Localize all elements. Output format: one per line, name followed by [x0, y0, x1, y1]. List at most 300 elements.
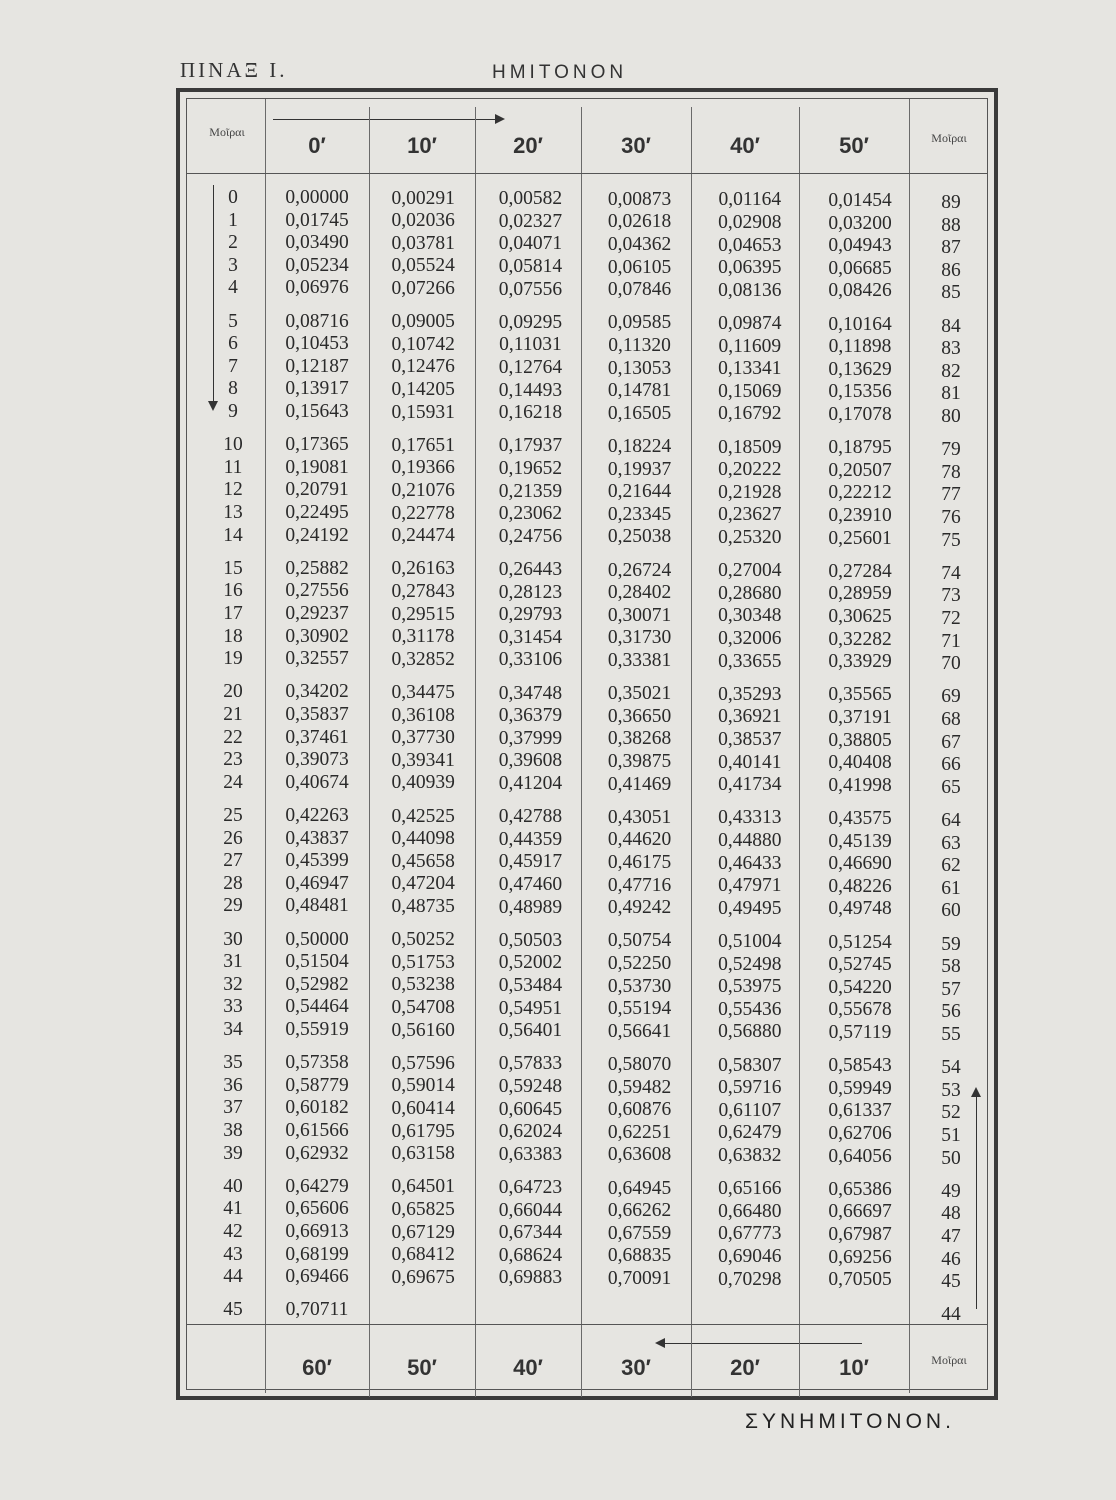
- sine-degree: 41: [223, 1198, 243, 1220]
- sine-degree: 21: [223, 704, 243, 725]
- sine-value-cell: 0,06395: [718, 257, 782, 279]
- sine-value-cell: 0,50503: [498, 929, 563, 951]
- sine-value-cell: 0,14205: [391, 378, 455, 400]
- sine-value-cell: 0,18509: [718, 436, 782, 458]
- sine-value-cell: 0,08426: [828, 280, 892, 302]
- sine-value-cell: 0,29237: [285, 603, 349, 624]
- sine-value-cell: 0,05234: [285, 254, 349, 276]
- sine-value-cell: 0,66480: [718, 1200, 782, 1222]
- table-inner: [186, 98, 988, 1390]
- cosine-degree: 78: [941, 461, 961, 483]
- sine-value-cell: 0,44359: [498, 828, 563, 850]
- sine-degree: 24: [223, 771, 243, 793]
- sine-value-cell: 0,42263: [285, 805, 349, 826]
- sine-value-cell: 0,21076: [391, 479, 455, 501]
- sine-value-cell: 0,53238: [391, 974, 455, 996]
- sine-value-cell: 0,30625: [828, 606, 892, 627]
- sine-value-cell: 0,04943: [828, 235, 892, 257]
- table-row: [187, 771, 987, 798]
- sine-value-cell: 0,12476: [391, 356, 455, 378]
- sine-degree: 32: [223, 973, 243, 995]
- sine-degree: 26: [223, 827, 243, 849]
- sine-value-cell: 0,22778: [391, 502, 455, 524]
- sine-value-cell: 0,55678: [828, 999, 892, 1021]
- sine-degree: 35: [223, 1052, 243, 1074]
- table-row: [187, 1175, 987, 1202]
- sine-value-cell: 0,10164: [828, 313, 892, 335]
- table-row: [187, 872, 987, 899]
- sine-value-cell: 0,39875: [607, 750, 672, 772]
- sine-degree: 11: [223, 456, 243, 478]
- sine-value-cell: 0,65166: [718, 1178, 782, 1200]
- sine-degree: 15: [223, 557, 243, 579]
- table-row: [187, 827, 987, 854]
- sine-value-cell: 0,26443: [498, 558, 563, 580]
- sine-value-cell: 0,60876: [607, 1099, 672, 1121]
- sine-degree: 10: [223, 434, 243, 456]
- sine-value-cell: 0,64279: [285, 1175, 349, 1197]
- sine-value-cell: 0,59949: [828, 1077, 892, 1099]
- cosine-degree: 71: [941, 630, 961, 652]
- sine-value-cell: 0,46175: [607, 851, 672, 873]
- sine-value-cell: 0,55194: [607, 998, 672, 1020]
- cosine-degree: 47: [941, 1226, 961, 1247]
- bottom-minute-header: 50′: [407, 1355, 437, 1380]
- sine-degree: 29: [223, 895, 243, 917]
- cosine-degree: 59: [941, 933, 961, 955]
- cosine-degree: 84: [941, 315, 961, 337]
- cosine-degree: 56: [941, 1001, 961, 1023]
- sine-value-cell: 0,32006: [718, 627, 782, 649]
- sine-value-cell: 0,39073: [285, 749, 349, 771]
- sine-value-cell: 0,27004: [718, 560, 782, 582]
- sine-degree: 34: [223, 1019, 243, 1040]
- sine-value-cell: 0,35837: [285, 704, 349, 725]
- cosine-degree: 87: [941, 237, 961, 259]
- sine-value-cell: 0,27843: [391, 580, 455, 602]
- table-row: [187, 850, 987, 877]
- bottom-minute-header: 30′: [621, 1355, 651, 1380]
- table-row: [187, 973, 987, 1000]
- sine-degree: 23: [223, 749, 243, 771]
- sine-value-cell: 0,37730: [391, 727, 455, 749]
- sine-degree: 25: [223, 805, 243, 826]
- sine-value-cell: 0,42525: [391, 805, 455, 827]
- cosine-degree: 70: [941, 653, 961, 675]
- sine-value-cell: 0,63158: [391, 1143, 455, 1165]
- sine-value-cell: 0,51753: [391, 951, 455, 973]
- table-row: [187, 1120, 987, 1146]
- degree-header-left: Μοῖραι: [209, 125, 245, 139]
- sine-value-cell: 0,45658: [391, 850, 455, 872]
- sine-value-cell: 0,25882: [285, 557, 349, 579]
- sine-value-cell: 0,58543: [828, 1055, 892, 1077]
- sine-value-cell: 0,05814: [498, 255, 563, 277]
- table-row: [187, 805, 987, 831]
- table-row: [187, 254, 987, 281]
- degree-header-right: Μοῖραι: [931, 131, 967, 145]
- sine-value-cell: 0,34475: [391, 681, 455, 703]
- sine-value-cell: 0,70298: [718, 1268, 782, 1290]
- sine-value-cell: 0,31178: [391, 626, 455, 648]
- sine-value-cell: 0,36921: [718, 706, 782, 728]
- table-row: [187, 232, 987, 259]
- sine-degree: 38: [223, 1120, 243, 1141]
- bottom-minute-header: 60′: [302, 1355, 332, 1380]
- top-minute-header: 10′: [407, 133, 437, 158]
- sine-value-cell: 0,56401: [498, 1020, 563, 1042]
- sine-value-cell: 0,49495: [718, 897, 782, 919]
- sine-value-cell: 0,69256: [828, 1246, 892, 1268]
- sine-value-cell: 0,17937: [498, 435, 563, 457]
- cosine-degree: 52: [941, 1102, 961, 1124]
- table-row: [187, 557, 987, 584]
- sine-degree: 45: [223, 1299, 243, 1321]
- table-row: [187, 1019, 987, 1045]
- cosine-degree: 85: [941, 282, 961, 304]
- sine-value-cell: 0,14493: [498, 379, 563, 401]
- sine-value-cell: 0,68835: [607, 1245, 672, 1267]
- sine-value-cell: 0,67987: [828, 1224, 892, 1245]
- sine-degree: 17: [223, 603, 243, 624]
- table-row: [187, 209, 987, 236]
- table-row: [187, 625, 987, 652]
- sine-value-cell: 0,24756: [498, 525, 563, 547]
- sine-value-cell: 0,59716: [718, 1077, 782, 1099]
- sine-value-cell: 0,19652: [498, 457, 563, 479]
- sine-value-cell: 0,37191: [828, 707, 892, 728]
- sine-value-cell: 0,51254: [828, 931, 892, 953]
- sine-value-cell: 0,45399: [285, 850, 349, 872]
- values-grid: [187, 187, 987, 1337]
- sine-value-cell: 0,62251: [607, 1121, 672, 1143]
- cosine-degree: 48: [941, 1203, 961, 1225]
- sine-value-cell: 0,47716: [607, 874, 672, 896]
- sine-value-cell: 0,06685: [828, 257, 892, 279]
- table-row: [187, 333, 987, 360]
- sine-value-cell: 0,41469: [607, 773, 672, 795]
- sine-degree: 22: [223, 726, 243, 748]
- sine-value-cell: 0,53975: [718, 976, 782, 998]
- sine-value-cell: 0,65825: [391, 1198, 455, 1220]
- sine-value-cell: 0,01164: [718, 189, 782, 211]
- sine-value-cell: 0,69675: [391, 1266, 455, 1288]
- sine-value-cell: 0,40408: [828, 752, 892, 774]
- sine-value-cell: 0,55919: [285, 1019, 349, 1040]
- sine-value-cell: 0,50252: [391, 929, 455, 951]
- sine-value-cell: 0,61566: [285, 1120, 349, 1141]
- sine-value-cell: 0,02618: [607, 211, 672, 233]
- sine-value-cell: 0,50754: [607, 930, 672, 952]
- sine-value-cell: 0,62024: [498, 1121, 563, 1143]
- cosine-degree: 62: [941, 855, 961, 877]
- sine-value-cell: 0,56160: [391, 1019, 455, 1041]
- sine-value-cell: 0,00582: [498, 188, 563, 210]
- sine-degree: 39: [223, 1142, 243, 1164]
- sine-value-cell: 0,48989: [498, 896, 563, 918]
- sine-value-cell: 0,24474: [391, 525, 455, 547]
- sine-degree: 43: [223, 1243, 243, 1265]
- sine-value-cell: 0,22495: [285, 502, 349, 523]
- sine-value-cell: 0,28402: [607, 582, 672, 604]
- sine-value-cell: 0,40141: [718, 751, 782, 773]
- cosine-degree: 54: [941, 1057, 961, 1079]
- sine-value-cell: 0,64945: [607, 1177, 672, 1199]
- sine-value-cell: 0,70711: [285, 1299, 349, 1321]
- table-row: [187, 895, 987, 922]
- sine-value-cell: 0,65386: [828, 1178, 892, 1200]
- sine-value-cell: 0,28123: [498, 581, 563, 603]
- sine-value-cell: 0,28680: [718, 582, 782, 604]
- table-row: [187, 401, 987, 427]
- sine-value-cell: 0,19937: [607, 458, 672, 480]
- table-row: [187, 951, 987, 978]
- sine-degree: 20: [223, 681, 243, 703]
- sine-value-cell: 0,13341: [718, 358, 782, 380]
- sine-value-cell: 0,52745: [828, 954, 892, 976]
- sine-value-cell: 0,11609: [718, 335, 782, 357]
- page-footer-cosine: ΣΥΝΗΜΙΤΟΝΟΝ.: [745, 1410, 955, 1433]
- sine-value-cell: 0,65606: [285, 1198, 349, 1220]
- sine-value-cell: 0,25038: [607, 526, 672, 548]
- cosine-degree: 86: [941, 259, 961, 281]
- sine-degree: 42: [223, 1221, 243, 1242]
- sine-value-cell: 0,32852: [391, 648, 455, 670]
- table-row: [187, 1243, 987, 1270]
- sine-value-cell: 0,47204: [391, 873, 455, 895]
- top-minute-header: 40′: [730, 133, 760, 158]
- cosine-degree: 57: [941, 978, 961, 1000]
- sine-value-cell: 0,36108: [391, 704, 455, 726]
- sine-value-cell: 0,51004: [718, 930, 782, 952]
- sine-value-cell: 0,38537: [718, 728, 782, 750]
- sine-degree: 2: [228, 232, 238, 254]
- sine-value-cell: 0,49748: [828, 898, 892, 920]
- top-minute-header: 30′: [621, 133, 651, 158]
- table-row: [187, 1097, 987, 1124]
- sine-value-cell: 0,67344: [498, 1222, 563, 1244]
- sine-value-cell: 0,00291: [391, 187, 455, 209]
- sine-value-cell: 0,31730: [607, 627, 672, 649]
- sine-degree: 9: [228, 401, 238, 422]
- sine-value-cell: 0,51504: [285, 951, 349, 973]
- sine-degree: 44: [223, 1266, 243, 1288]
- sine-value-cell: 0,52002: [498, 952, 563, 974]
- sine-value-cell: 0,63608: [607, 1144, 672, 1166]
- sine-degree: 16: [223, 580, 243, 602]
- sine-degree: 1: [228, 209, 238, 231]
- sine-value-cell: 0,53484: [498, 974, 563, 996]
- sine-value-cell: 0,04362: [607, 233, 672, 255]
- sine-value-cell: 0,14781: [607, 380, 672, 402]
- sine-value-cell: 0,15356: [828, 381, 892, 403]
- sine-value-cell: 0,26724: [607, 559, 672, 581]
- table-row: [187, 502, 987, 528]
- sine-degree: 27: [223, 850, 243, 872]
- sine-value-cell: 0,43051: [607, 806, 672, 828]
- sine-value-cell: 0,06976: [285, 277, 349, 299]
- sine-value-cell: 0,64501: [391, 1176, 455, 1198]
- sine-value-cell: 0,36650: [607, 705, 672, 727]
- sine-degree: 5: [228, 310, 238, 332]
- sine-value-cell: 0,59248: [498, 1075, 563, 1097]
- cosine-degree: 55: [941, 1024, 961, 1045]
- sine-value-cell: 0,69466: [285, 1266, 349, 1288]
- sine-value-cell: 0,25320: [718, 526, 782, 548]
- cosine-degree: 53: [941, 1079, 961, 1101]
- sine-value-cell: 0,56880: [718, 1021, 782, 1043]
- sine-value-cell: 0,58070: [607, 1053, 672, 1075]
- table-row: [187, 648, 987, 675]
- sine-value-cell: 0,12764: [498, 356, 563, 378]
- sine-value-cell: 0,17651: [391, 434, 455, 456]
- table-row: [187, 603, 987, 629]
- sine-value-cell: 0,09874: [718, 312, 782, 334]
- sine-value-cell: 0,58307: [718, 1054, 782, 1076]
- table-row: [187, 524, 987, 551]
- sine-degree: 19: [223, 648, 243, 670]
- cosine-degree: 89: [941, 192, 961, 213]
- sine-value-cell: 0,66262: [607, 1200, 672, 1222]
- sine-value-cell: 0,25601: [828, 527, 892, 549]
- cosine-degree: 67: [941, 731, 961, 753]
- cosine-degree: 77: [941, 484, 961, 506]
- sine-value-cell: 0,17078: [828, 404, 892, 425]
- sine-value-cell: 0,13917: [285, 378, 349, 400]
- cosine-degree: 88: [941, 214, 961, 236]
- sine-value-cell: 0,03200: [828, 212, 892, 234]
- bottom-minute-header: 10′: [839, 1355, 869, 1380]
- sine-value-cell: 0,16218: [498, 402, 563, 424]
- sine-value-cell: 0,61795: [391, 1120, 455, 1142]
- cosine-degree: 73: [941, 585, 961, 607]
- sine-value-cell: 0,21359: [498, 480, 563, 502]
- sine-value-cell: 0,33106: [498, 649, 563, 671]
- sine-value-cell: 0,09005: [391, 311, 455, 333]
- sine-value-cell: 0,66913: [285, 1221, 349, 1242]
- sine-value-cell: 0,23345: [607, 503, 672, 525]
- sine-value-cell: 0,41998: [828, 774, 892, 796]
- sine-value-cell: 0,02327: [498, 210, 563, 232]
- sine-degree: 28: [223, 872, 243, 894]
- sine-value-cell: 0,33655: [718, 650, 782, 672]
- sine-value-cell: 0,52982: [285, 973, 349, 995]
- table-row: [187, 580, 987, 607]
- sine-value-cell: 0,34202: [285, 681, 349, 703]
- page-title-sine: ΗΜΙΤΟΝΟΝ: [492, 62, 628, 83]
- sine-value-cell: 0,24192: [285, 524, 349, 546]
- sine-value-cell: 0,58779: [285, 1074, 349, 1096]
- table-row: [187, 1266, 987, 1293]
- table-row: [187, 1052, 987, 1079]
- sine-value-cell: 0,35293: [718, 683, 782, 705]
- sine-value-cell: 0,00000: [285, 187, 349, 208]
- top-minute-header: 50′: [839, 133, 869, 158]
- sine-value-cell: 0,36379: [498, 705, 563, 727]
- sine-value-cell: 0,27556: [285, 580, 349, 602]
- sine-value-cell: 0,19081: [285, 456, 349, 478]
- sine-value-cell: 0,56641: [607, 1020, 672, 1042]
- sine-degree: 14: [223, 524, 243, 546]
- sine-value-cell: 0,59482: [607, 1076, 672, 1098]
- sine-value-cell: 0,66697: [828, 1201, 892, 1223]
- sine-value-cell: 0,62932: [285, 1142, 349, 1164]
- sine-value-cell: 0,16505: [607, 402, 672, 424]
- table-row: [187, 1221, 987, 1247]
- top-minute-header: 0′: [308, 133, 326, 158]
- sine-value-cell: 0,68199: [285, 1243, 349, 1265]
- sine-value-cell: 0,39341: [391, 749, 455, 771]
- sine-degree: 13: [223, 502, 243, 523]
- sine-value-cell: 0,09585: [607, 312, 672, 334]
- sine-value-cell: 0,33929: [828, 651, 892, 673]
- sine-value-cell: 0,01454: [828, 190, 892, 211]
- sine-value-cell: 0,60414: [391, 1097, 455, 1119]
- sine-value-cell: 0,17365: [285, 434, 349, 456]
- sine-degree: 36: [223, 1074, 243, 1096]
- sine-value-cell: 0,28959: [828, 583, 892, 605]
- sine-value-cell: 0,13053: [607, 357, 672, 379]
- table-row: [187, 749, 987, 776]
- sine-value-cell: 0,15643: [285, 401, 349, 422]
- sine-value-cell: 0,61107: [718, 1099, 782, 1121]
- sine-value-cell: 0,54220: [828, 976, 892, 998]
- sine-value-cell: 0,68412: [391, 1244, 455, 1266]
- degree-header-bottom-right: Μοῖραι: [931, 1353, 967, 1367]
- sine-value-cell: 0,27284: [828, 560, 892, 582]
- sine-value-cell: 0,54708: [391, 996, 455, 1018]
- table-number: ΠΙΝΑΞ Ι.: [180, 58, 288, 82]
- sine-value-cell: 0,48226: [828, 875, 892, 897]
- sine-value-cell: 0,23627: [718, 504, 782, 526]
- sine-value-cell: 0,52250: [607, 952, 672, 974]
- sine-value-cell: 0,35565: [828, 684, 892, 706]
- table-row: [187, 1142, 987, 1169]
- sine-value-cell: 0,30071: [607, 604, 672, 626]
- table-row: [187, 277, 987, 304]
- sine-value-cell: 0,45139: [828, 830, 892, 852]
- sine-value-cell: 0,11898: [828, 336, 892, 358]
- sine-value-cell: 0,64723: [498, 1176, 563, 1198]
- bottom-minute-header: 20′: [730, 1355, 760, 1380]
- sine-value-cell: 0,44098: [391, 828, 455, 850]
- table-row: [187, 1074, 987, 1101]
- sine-degree: 40: [223, 1175, 243, 1197]
- cosine-degree: 72: [941, 608, 961, 629]
- sine-value-cell: 0,52498: [718, 953, 782, 975]
- sine-value-cell: 0,20507: [828, 459, 892, 481]
- sine-value-cell: 0,40939: [391, 772, 455, 794]
- cosine-degree: 44: [941, 1304, 961, 1326]
- cosine-degree: 81: [941, 383, 961, 405]
- cosine-degree: 75: [941, 529, 961, 551]
- sine-value-cell: 0,60645: [498, 1098, 563, 1120]
- sine-value-cell: 0,62479: [718, 1122, 782, 1144]
- sine-degree: 8: [228, 378, 238, 400]
- cosine-degree: 61: [941, 877, 961, 899]
- sine-degree: 37: [223, 1097, 243, 1119]
- sine-value-cell: 0,62706: [828, 1123, 892, 1144]
- cosine-degree: 74: [941, 562, 961, 584]
- sine-value-cell: 0,43313: [718, 807, 782, 829]
- sine-degree: 6: [228, 333, 238, 355]
- table-row: [187, 681, 987, 708]
- sine-value-cell: 0,37999: [498, 727, 563, 749]
- sine-value-cell: 0,38268: [607, 728, 672, 750]
- sine-value-cell: 0,43837: [285, 827, 349, 849]
- sine-value-cell: 0,16792: [718, 403, 782, 425]
- sine-value-cell: 0,22212: [828, 482, 892, 504]
